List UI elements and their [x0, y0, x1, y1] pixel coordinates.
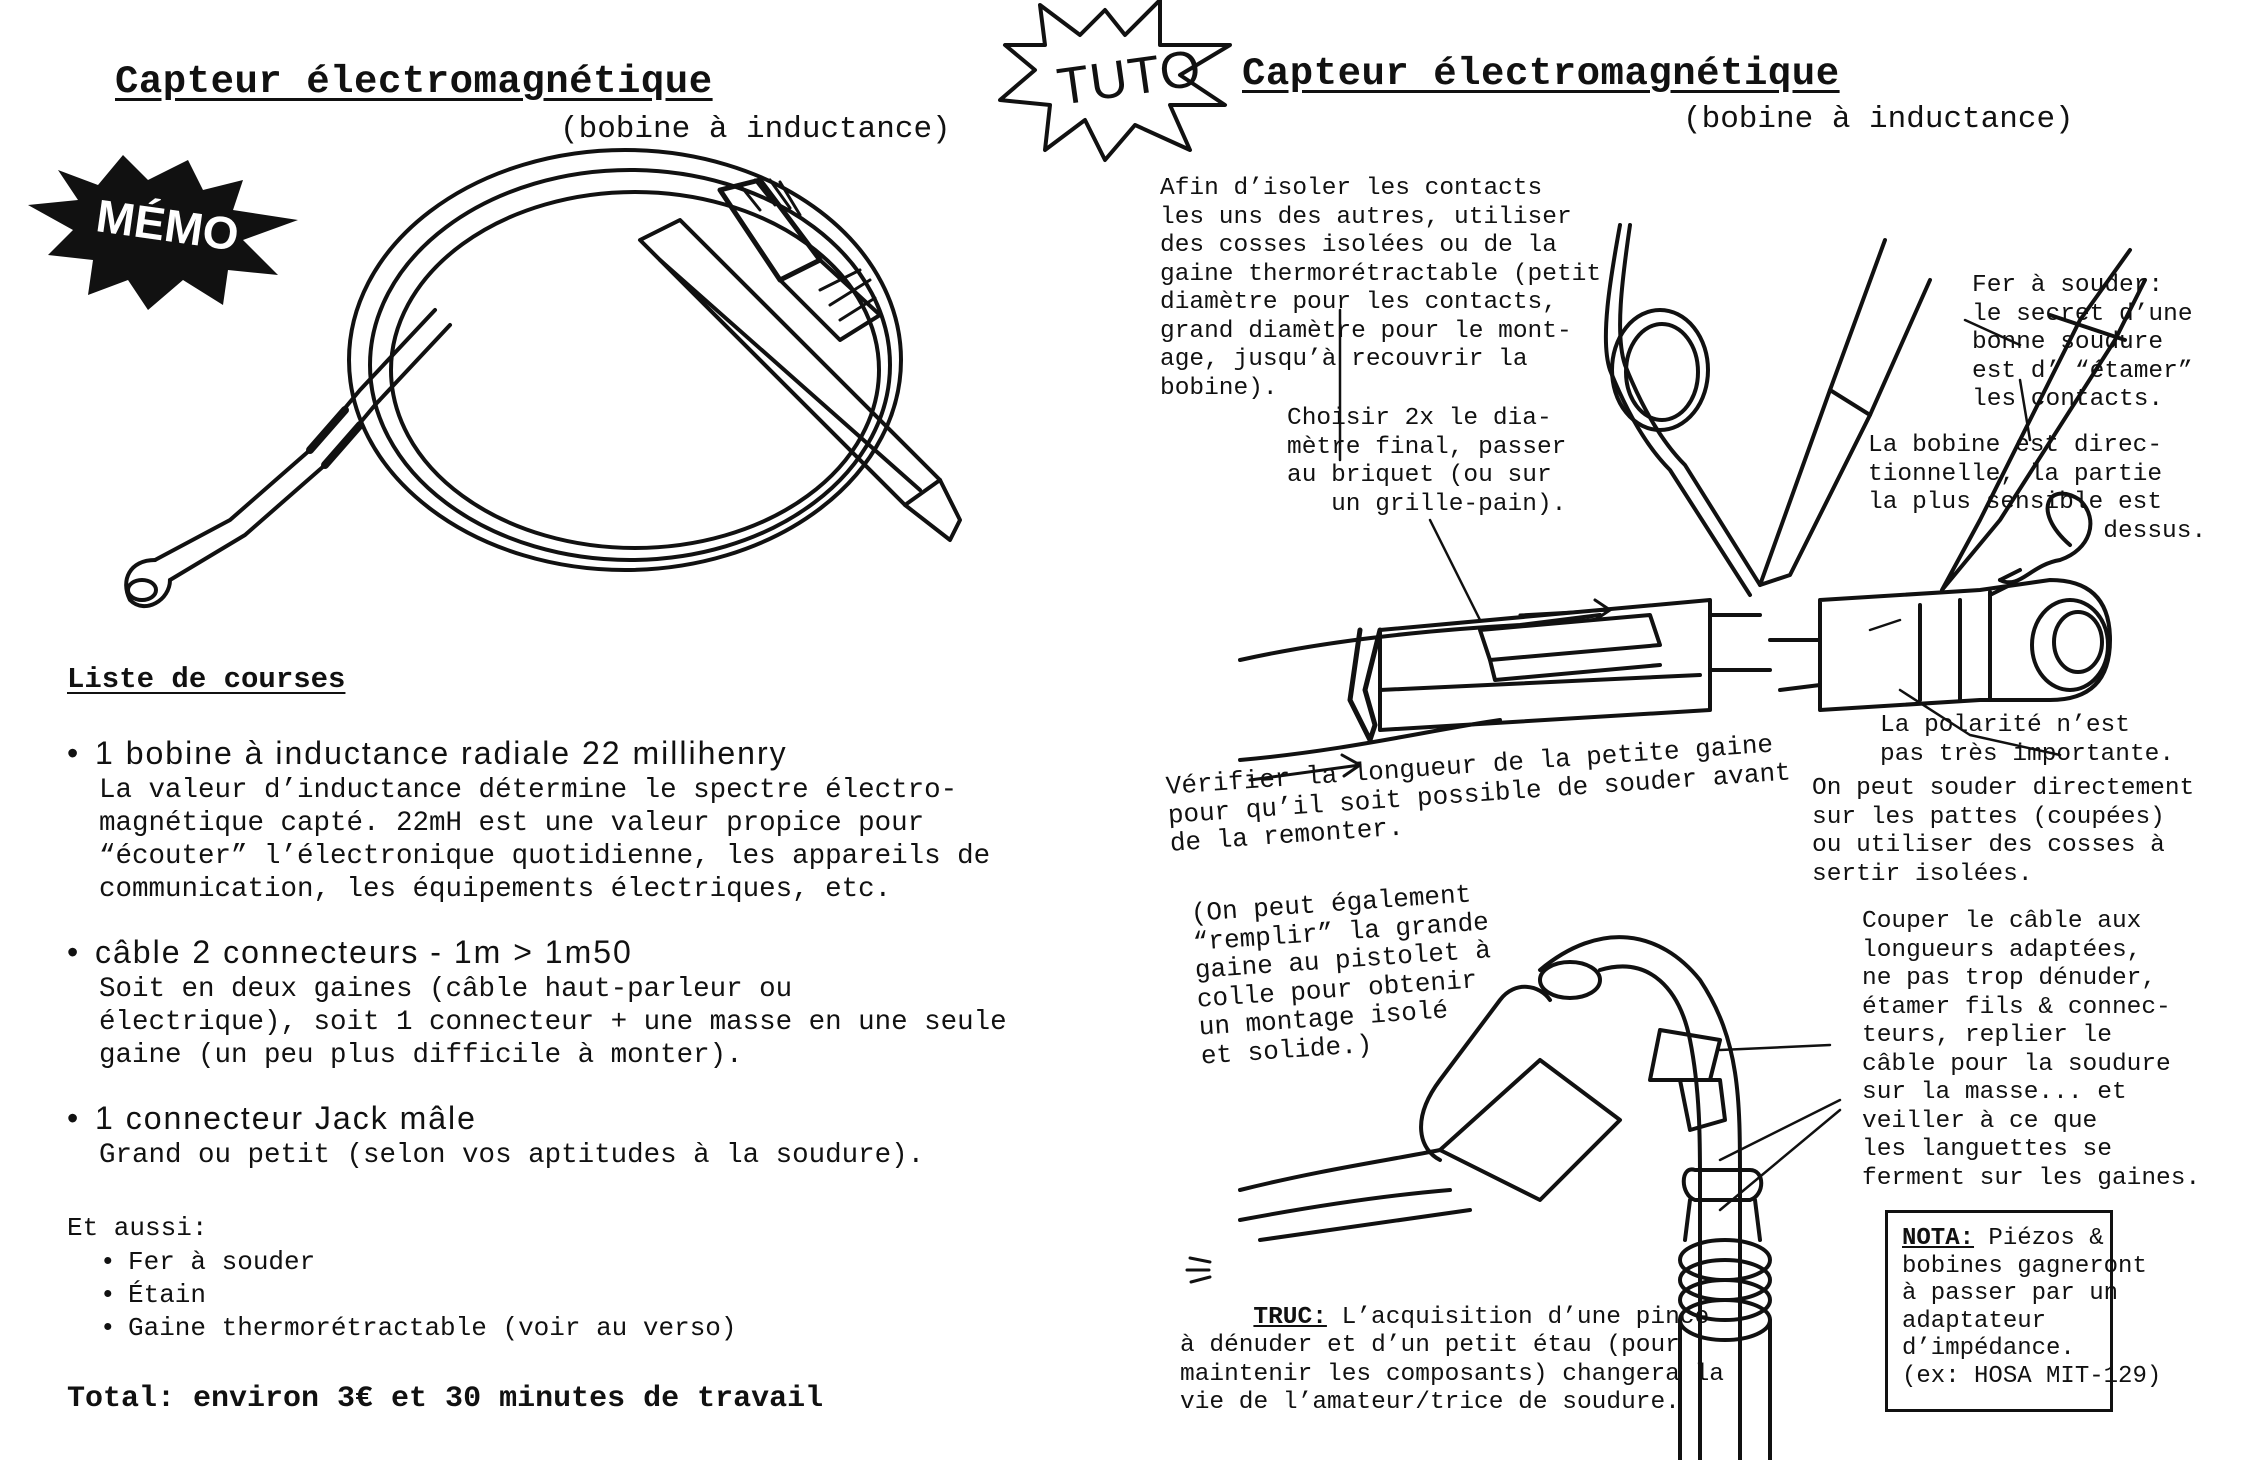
- total-line: Total: environ 3€ et 30 minutes de travail: [67, 1382, 824, 1416]
- note-choisir: Choisir 2x le dia- mètre final, passer au briquet (ou sur un grille-pain).: [1287, 405, 1567, 518]
- note-remplir: (On peut également “remplir” la grande gaine au pistolet à colle pour obtenir un montage isolé et solide.): [1189, 879, 1492, 1072]
- note-fer-a-souder: Fer à souder: le secret d’une bonne soudure est d’ “étamer” les contacts.: [1972, 272, 2193, 413]
- left-page-title: Capteur électromagnétique: [115, 60, 713, 104]
- tuto-badge: [995, 0, 1235, 165]
- shopping-list: [67, 735, 1007, 1172]
- item-title: 1 connecteur Jack mâle: [95, 1100, 477, 1136]
- left-page-subtitle: (bobine à inductance): [560, 112, 951, 147]
- item-description: Soit en deux gaines (câble haut-parleur ou électrique), soit 1 connecteur + une masse en une seule gaine (un peu plus difficile à monter).: [99, 974, 1007, 1071]
- nota-box: [1885, 1210, 2162, 1412]
- right-page-title: Capteur électromagnétique: [1242, 52, 1840, 96]
- note-souder: On peut souder directement sur les pattes (coupées) ou utiliser des cosses à sertir isolées.: [1812, 775, 2195, 888]
- cable-bend-illustration: [1240, 900, 1860, 1460]
- item-title: câble 2 connecteurs - 1m > 1m50: [95, 934, 633, 970]
- also-label: Et aussi:: [67, 1213, 208, 1243]
- truc-label: TRUC:: [1253, 1303, 1327, 1331]
- note-bobine-directionnelle: La bobine est direc- tionnelle, la partie la plus sensible est dessus.: [1868, 432, 2207, 545]
- item-description: Grand ou petit (selon vos aptitudes à la soudure).: [99, 1140, 925, 1171]
- list-item: [67, 735, 1007, 906]
- memo-badge-label: MÉMO: [93, 189, 243, 261]
- tuto-badge-label: TUTO: [1053, 39, 1205, 117]
- note-couper: Couper le câble aux longueurs adaptées, ne pas trop dénuder, étamer fils & connec- teurs, replier le câble pour la soudure sur la masse... et veiller à ce que les languettes se ferment sur les gaines.: [1862, 908, 2201, 1192]
- item-title: 1 bobine à inductance radiale 22 millihenry: [95, 735, 788, 771]
- list-item: • Étain: [100, 1280, 207, 1310]
- bullet-icon: •: [67, 735, 81, 771]
- note-isoler: Afin d’isoler les contacts les uns des autres, utiliser des cosses isolées ou de la gaine thermorétractable (petit diamètre pour les contacts, grand diamètre pour le mont- age, jusqu’à recouvrir la bobine).: [1160, 175, 1602, 402]
- list-item: [67, 934, 1007, 1072]
- item-description: La valeur d’inductance détermine le spectre électro- magnétique capté. 22mH est une valeur propice pour “écouter” l’électronique quotidienne, les appareils de communication, les équipements électriques, etc.: [99, 775, 991, 905]
- list-item: • Fer à souder: [100, 1247, 316, 1277]
- nota-label: NOTA:: [1902, 1225, 1975, 1252]
- list-item: [67, 1100, 1007, 1172]
- list-item: • Gaine thermorétractable (voir au verso): [100, 1313, 737, 1343]
- nota-text: Piézos & bobines gagneront à passer par un adaptateur d’impédance. (ex: HOSA MIT-129): [1902, 1225, 2162, 1390]
- sparkle-icon: [1185, 1250, 1225, 1290]
- right-page-subtitle: (bobine à inductance): [1683, 102, 2074, 137]
- note-verifier: Vérifier la longueur de la petite gaine pour qu’il soit possible de souder avant de la remonter.: [1164, 729, 1792, 859]
- bullet-icon: •: [67, 934, 81, 970]
- truc-text: L’acquisition d’une pince à dénuder et d’un petit étau (pour maintenir les composants) changera la vie de l’amateur/trice de soudure.: [1180, 1303, 1724, 1416]
- soldering-illustration: [1230, 220, 2070, 780]
- bullet-icon: •: [67, 1100, 81, 1136]
- also-list: [100, 1246, 737, 1345]
- coil-cable-illustration: [60, 160, 1060, 660]
- note-polarite: La polarité n’est pas très importante.: [1880, 712, 2175, 768]
- shopping-list-heading: Liste de courses: [67, 663, 346, 696]
